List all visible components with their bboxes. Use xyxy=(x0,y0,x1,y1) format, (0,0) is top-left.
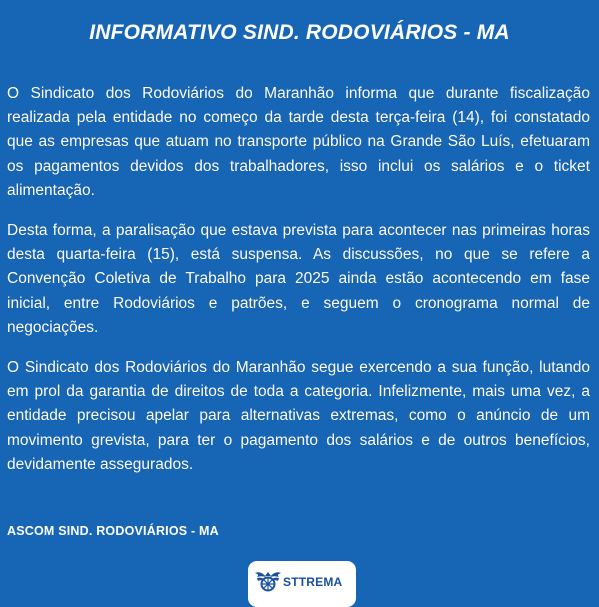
signature: ASCOM SIND. RODOVIÁRIOS - MA xyxy=(7,524,219,538)
page-title: INFORMATIVO SIND. RODOVIÁRIOS - MA xyxy=(89,21,510,44)
logo-text: STTREMA xyxy=(283,575,343,589)
winged-wheel-icon xyxy=(254,567,282,595)
sttrema-logo xyxy=(248,561,356,607)
paragraph-2: Desta forma, a paralisação que estava prevista para acontecer nas primeiras horas desta quarta-feira (15), está suspensa. As discussões, no que se refere a Convenção Coletiva de Trabalho para 2025 ainda estão acontecendo em fase inicial, entre Rodoviários e patrões, e seguem o cronograma normal de negociações. xyxy=(7,222,590,336)
paragraph-3: O Sindicato dos Rodoviários do Maranhão segue exercendo a sua função, lutando em prol da garantia de direitos de toda a categoria. Infelizmente, mais uma vez, a entidade precisou apelar para alternativas extremas, como o anúncio de um movimento grevista, para ter o pagamento dos salários e de outros benefícios, devidamente assegurados. xyxy=(7,359,590,473)
paragraph-1: O Sindicato dos Rodoviários do Maranhão informa que durante fiscalização realizada pela entidade no começo da tarde desta terça-feira (14), foi constatado que as empresas que atuam no transporte público na Grande São Luís, efetuaram os pagamentos devidos dos trabalhadores, isso inclui os salários e o ticket alimentação. xyxy=(7,85,590,199)
